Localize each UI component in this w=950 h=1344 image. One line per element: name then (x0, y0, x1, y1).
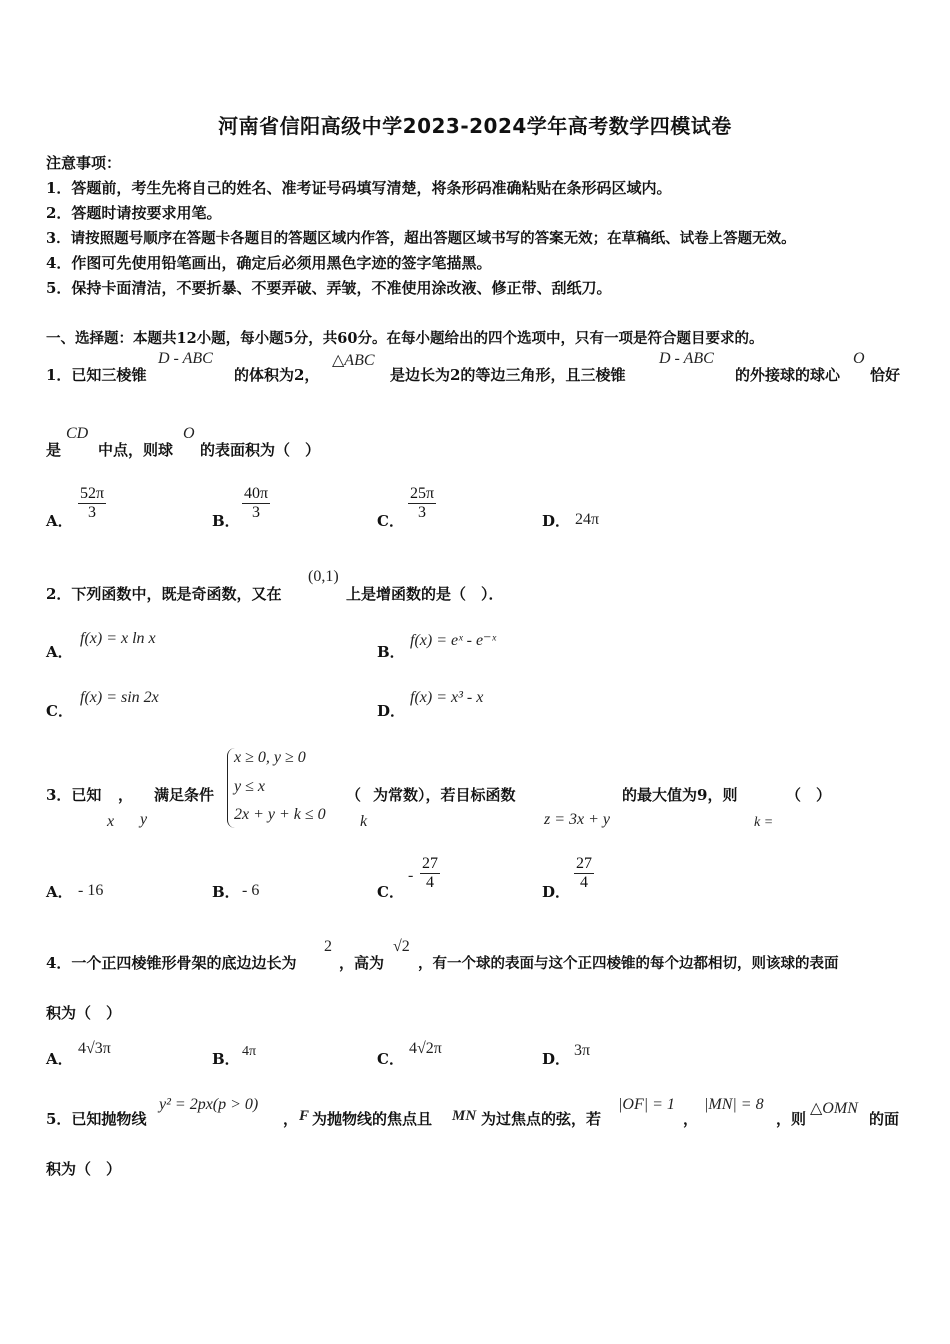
q3-objective: z = 3x + y (544, 811, 611, 828)
q5-text: 积为（ ） (46, 1160, 122, 1178)
notice-heading: 注意事项： (46, 154, 122, 172)
notice-item: 2．答题时请按要求用笔。 (46, 204, 222, 222)
q4-math: √2 (393, 938, 410, 955)
q5-math: |OF| = 1 (618, 1096, 675, 1113)
q1-math: CD (66, 425, 89, 442)
q3-var-k: k (360, 813, 368, 830)
q1-text: 是 (46, 441, 62, 459)
q4-option-b: B． (212, 1050, 240, 1068)
q4-text: ，有一个球的表面与这个正四棱锥的每个边都相切，则该球的表面 (418, 955, 839, 972)
q1-math: O (853, 350, 865, 367)
notice-item: 3．请按照题号顺序在答题卡各题目的答题区域内作答，超出答题区域书写的答案无效；在草稿纸、试卷上答题无效。 (46, 230, 796, 247)
q3-system-line: 2x + y + k ≤ 0 (234, 806, 326, 823)
q1-text: 1．已知三棱锥 (46, 366, 147, 384)
q2-option-a-value: f(x) = x ln x (80, 630, 156, 647)
q3-option-d-value: $\frac{27}{4}$ (576, 855, 592, 891)
page-title: 河南省信阳高级中学2023-2024学年高考数学四模试卷 (218, 114, 732, 138)
q5-math: △OMN (810, 1100, 858, 1117)
q3-system-line: x ≥ 0, y ≥ 0 (234, 749, 306, 766)
q3-text: 的最大值为9，则 (622, 786, 738, 804)
q3-option-b-value: - 6 (242, 882, 260, 899)
q1-math: △ABC (332, 352, 375, 369)
q2-option-c-value: f(x) = sin 2x (80, 689, 159, 706)
q5-math: y² = 2px(p > 0) (159, 1096, 259, 1113)
q4-option-a: A． (46, 1050, 73, 1068)
q2-text: 上是增函数的是（ ）． (346, 585, 504, 603)
q3-option-c-sign: - (408, 867, 414, 884)
q3-option-c-value: $\frac{27}{4}$ (422, 855, 438, 891)
q4-option-b-value: 4π (242, 1044, 257, 1059)
q3-k-eq: k = (754, 815, 774, 830)
q1-text: 的体积为2， (234, 366, 320, 384)
q3-text: （ (346, 786, 362, 804)
q1-text: 中点，则球 (98, 441, 174, 459)
q3-var-y: y (140, 811, 148, 828)
q1-option-a-value: $\frac{52\pi}{3}$ (80, 485, 105, 521)
q1-text: 的表面积为（ ） (200, 441, 321, 459)
q5-text: ， (283, 1110, 299, 1128)
q3-option-b: B． (212, 883, 240, 901)
q3-option-d: D． (542, 883, 571, 901)
q2-option-b: B． (377, 643, 405, 661)
q2-option-d-value: f(x) = x³ - x (410, 689, 484, 706)
q4-option-d: D． (542, 1050, 571, 1068)
q3-text: 满足条件 (154, 786, 215, 804)
q5-text: 的面 (869, 1110, 900, 1128)
q3-var-x: x (107, 813, 115, 830)
q1-option-a: A． (46, 512, 73, 530)
q4-text: ，高为 (339, 954, 385, 972)
q3-option-a-value: - 16 (78, 882, 104, 899)
q5-text: 为过焦点的弦，若 (481, 1110, 602, 1128)
q1-option-b-value: $\frac{40\pi}{3}$ (244, 485, 269, 521)
q3-text: ， (118, 786, 134, 804)
q2-option-d: D． (377, 702, 406, 720)
q4-option-a-value: 4√3π (78, 1040, 111, 1057)
q1-math: D - ABC (158, 350, 213, 367)
q3-text: （ ） (786, 786, 832, 804)
notice-item: 5．保持卡面清洁，不要折暴、不要弄破、弄皱，不准使用涂改液、修正带、刮纸刀。 (46, 279, 612, 297)
q1-option-c-value: $\frac{25\pi}{3}$ (410, 485, 435, 521)
q1-text: 恰好 (870, 366, 901, 384)
q4-text: 4．一个正四棱锥形骨架的底边边长为 (46, 954, 297, 972)
q1-option-d-value: 24π (575, 511, 600, 528)
q1-math: O (183, 425, 195, 442)
q1-math: D - ABC (659, 350, 714, 367)
notice-item: 4．作图可先使用铅笔画出，确定后必须用黑色字迹的签字笔描黑。 (46, 254, 492, 272)
q5-math: |MN| = 8 (704, 1096, 764, 1113)
section-heading: 一、选择题：本题共12小题，每小题5分，共60分。在每小题给出的四个选项中，只有一项是符合题目要求的。 (46, 330, 764, 347)
q2-text: 2．下列函数中，既是奇函数，又在 (46, 585, 282, 603)
q1-option-d: D． (542, 512, 571, 530)
q5-text: 为抛物线的焦点且 (312, 1110, 433, 1128)
q1-text: 的外接球的球心 (735, 366, 841, 384)
q4-option-d-value: 3π (574, 1042, 591, 1059)
q2-option-a: A． (46, 643, 73, 661)
q3-option-c: C． (377, 883, 404, 901)
q5-focus-f: F (299, 1108, 310, 1124)
q1-option-c: C． (377, 512, 404, 530)
q1-option-b: B． (212, 512, 240, 530)
q3-text: 为常数），若目标函数 (373, 786, 516, 804)
q4-option-c: C． (377, 1050, 404, 1068)
q5-text: ， (683, 1110, 699, 1128)
notice-item: 1．答题前，考生先将自己的姓名、准考证号码填写清楚，将条形码准确粘贴在条形码区域内。 (46, 179, 672, 197)
q4-text: 积为（ ） (46, 1004, 122, 1022)
q2-option-b-value: f(x) = eˣ - e⁻ˣ (410, 632, 497, 649)
q5-text: 5．已知抛物线 (46, 1110, 147, 1128)
q2-option-c: C． (46, 702, 73, 720)
q1-text: 是边长为2的等边三角形，且三棱锥 (390, 366, 626, 384)
q4-math: 2 (324, 938, 332, 955)
q3-text: 3．已知 (46, 786, 102, 804)
q5-chord-mn: MN (452, 1108, 477, 1124)
q3-system-line: y ≤ x (234, 778, 265, 795)
q4-option-c-value: 4√2π (409, 1040, 442, 1057)
q2-math: (0,1) (308, 568, 339, 585)
q3-option-a: A． (46, 883, 73, 901)
q5-text: ，则 (776, 1110, 807, 1128)
